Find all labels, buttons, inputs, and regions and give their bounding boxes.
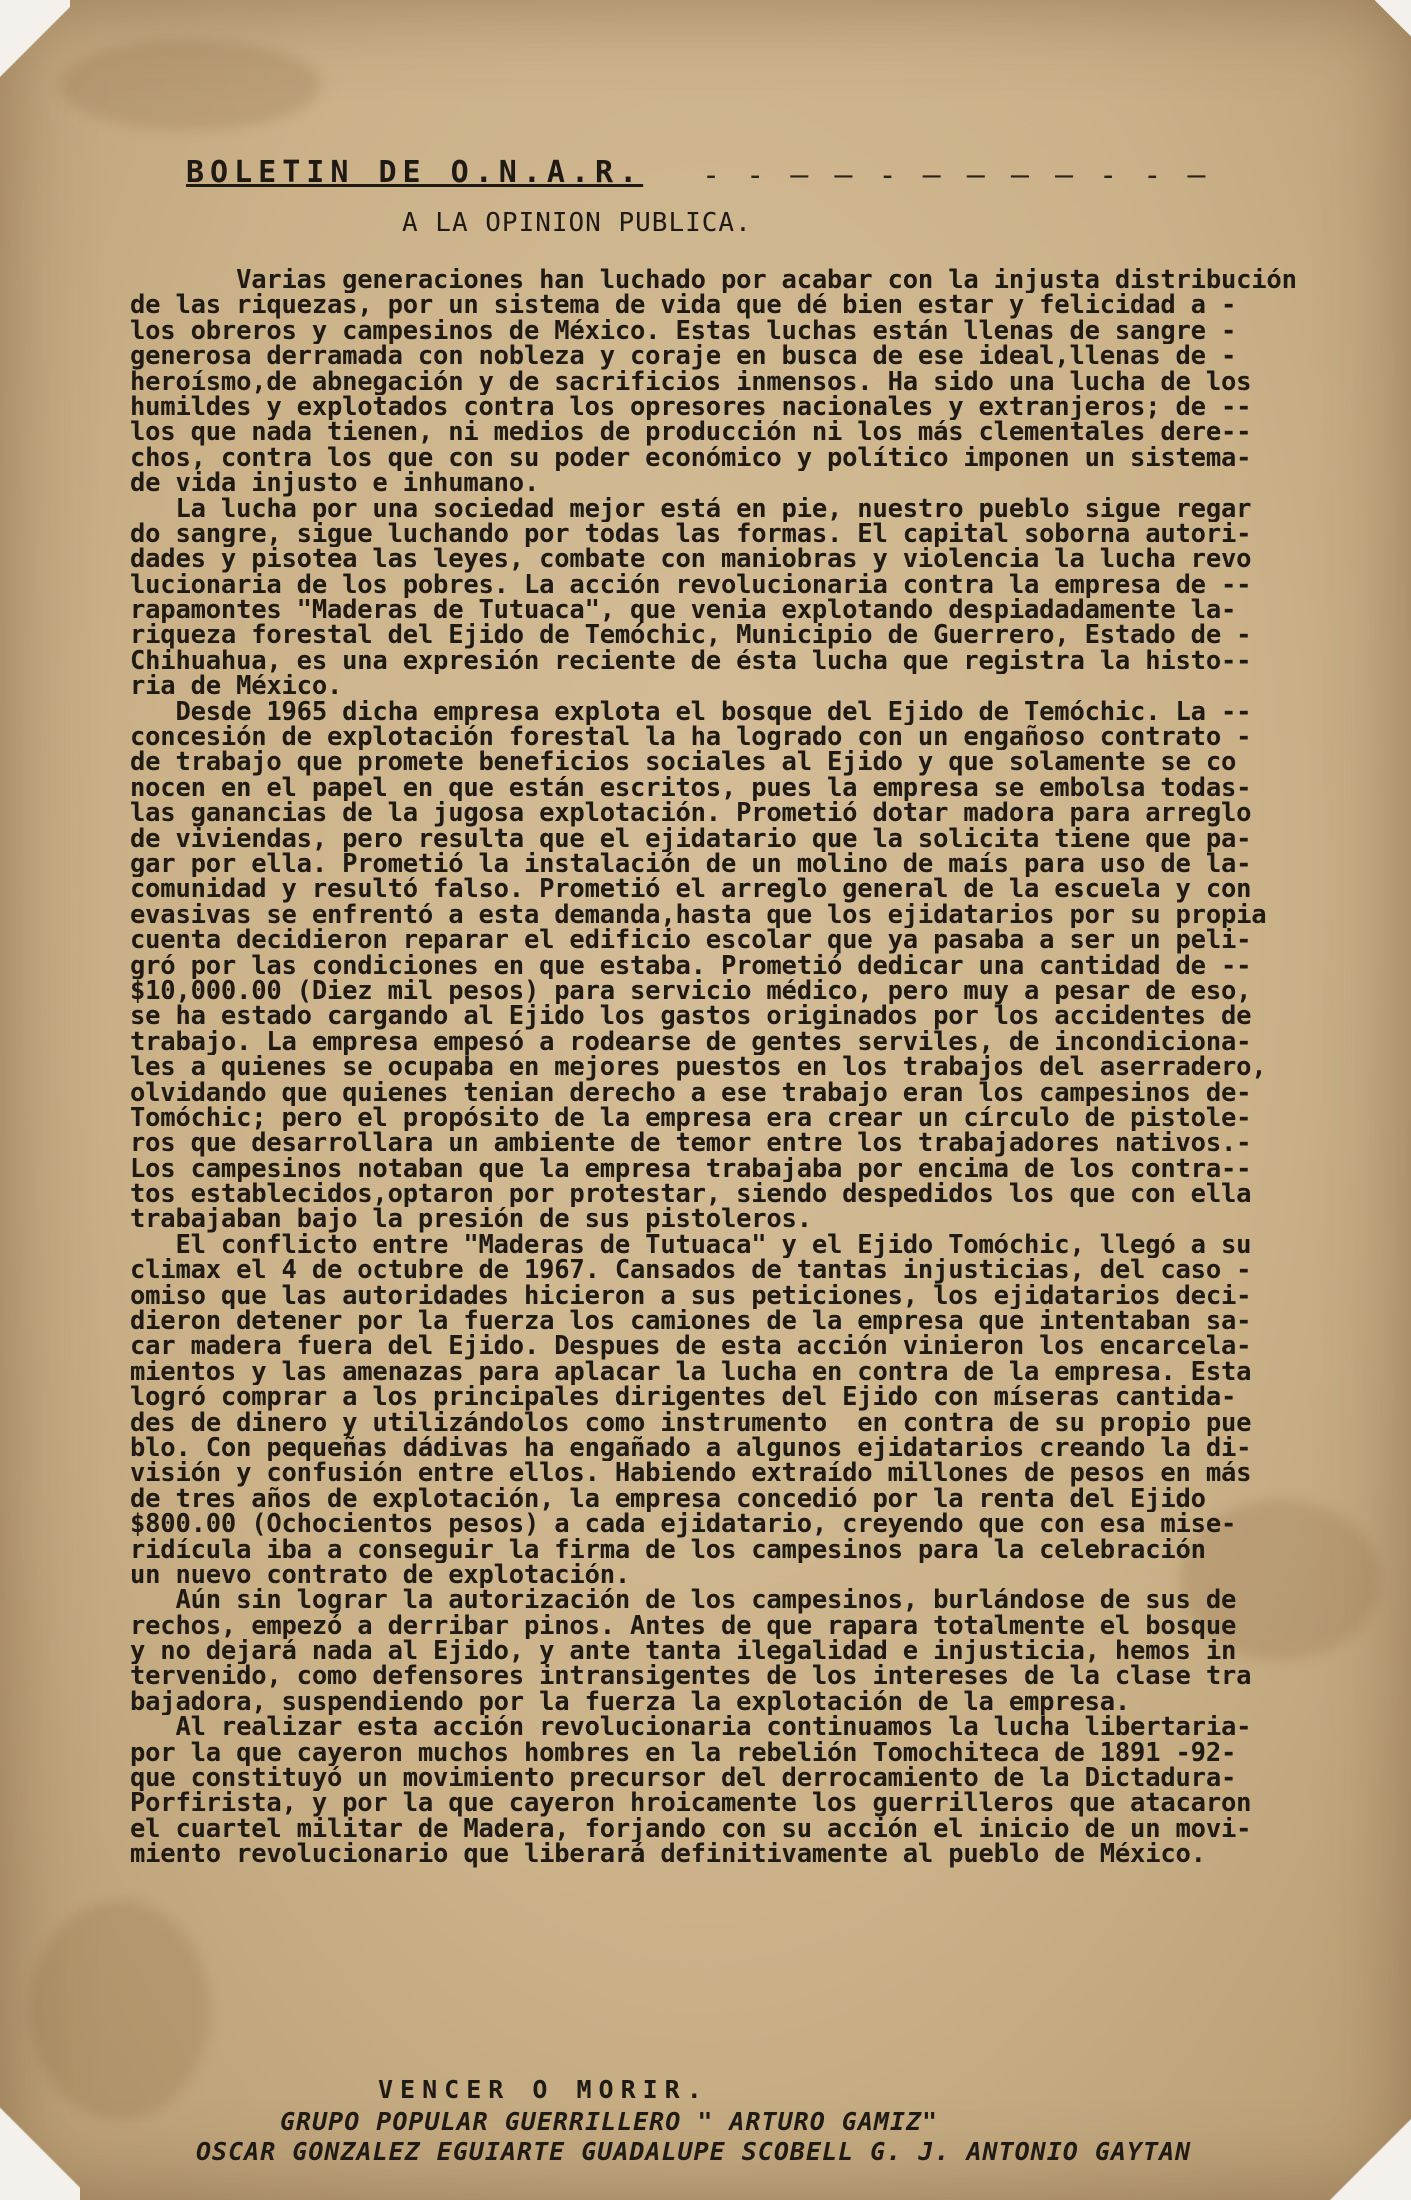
closing-signatories: OSCAR GONZALEZ EGUIARTE GUADALUPE SCOBELL G. J. ANTONIO GAYTAN	[196, 2137, 1192, 2166]
body-line: La lucha por una sociedad mejor está en pie, nuestro pueblo sigue regar	[130, 496, 1252, 522]
body-line: lucionaria de los pobres. La acción revolucionaria contra la empresa de --	[130, 572, 1252, 599]
body-line: de vida injusto e inhumano.	[130, 471, 540, 497]
body-line: $800.00 (Ochocientos pesos) a cada ejidatario, creyendo que con esa mise-	[130, 1512, 1237, 1538]
body-line: concesión de explotación forestal la ha logrado con un engañoso contrato -	[130, 725, 1252, 751]
heading-dashes: - - — — - — — — — - - —	[702, 158, 1210, 193]
body-line: de viviendas, pero resulta que el ejidatario que la solicita tiene que pa-	[130, 826, 1252, 852]
torn-corner	[1321, 2090, 1411, 2200]
body-line: chos, contra los que con su poder económico y político imponen un sistema-	[130, 445, 1252, 472]
document-body	[130, 268, 1360, 1868]
body-line: do sangre, sigue luchando por todas las formas. El capital soborna autori-	[130, 521, 1252, 548]
body-line: generosa derramada con nobleza y coraje en busca de ese ideal,llenas de -	[130, 344, 1237, 370]
body-line: riqueza forestal del Ejido de Temóchic, Municipio de Guerrero, Estado de -	[130, 623, 1252, 649]
body-line: rapamontes "Maderas de Tutuaca", que venia explotando despiadadamente la-	[130, 598, 1237, 624]
closing-group: GRUPO POPULAR GUERRILLERO " ARTURO GAMIZ"	[280, 2107, 939, 2136]
body-line: rechos, empezó a derribar pinos. Antes de que rapara totalmente el bosque	[130, 1613, 1237, 1640]
body-line: ridícula iba a conseguir la firma de los campesinos para la celebración	[130, 1537, 1206, 1563]
body-line: trabajo. La empresa empesó a rodearse de gentes serviles, de incondiciona-	[130, 1029, 1252, 1056]
torn-corner	[1371, 0, 1411, 40]
body-line: las ganancias de la jugosa explotación. Prometió dotar madora para arreglo	[130, 801, 1252, 827]
torn-corner	[0, 0, 70, 120]
body-line: Varias generaciones han luchado por acabar con la injusta distribución	[130, 268, 1297, 294]
body-line: un nuevo contrato de explotación.	[130, 1562, 631, 1589]
body-line: Porfirista, y por la que cayeron hroicamente los guerrilleros que atacaron	[130, 1791, 1252, 1817]
body-line: climax el 4 de octubre de 1967. Cansados de tantas injusticias, del caso -	[130, 1258, 1252, 1284]
paper-stain	[60, 40, 320, 130]
body-line: les a quienes se ocupaba en mejores puestos en los trabajos del aserradero,	[130, 1055, 1267, 1081]
body-line: ros que desarrollara un ambiente de temor entre los trabajadores nativos.-	[130, 1131, 1252, 1157]
body-line: Desde 1965 dicha empresa explota el bosque del Ejido de Temóchic. La --	[130, 699, 1252, 726]
body-line: $10,000.00 (Diez mil pesos) para servicio médico, pero muy a pesar de eso,	[130, 978, 1252, 1005]
body-line: logró comprar a los principales dirigentes del Ejido con míseras cantida-	[130, 1385, 1237, 1411]
document-subtitle: A LA OPINION PUBLICA.	[402, 208, 752, 238]
body-line: los que nada tienen, ni medios de producción ni los más clementales dere--	[130, 420, 1252, 446]
body-line: dades y pisotea las leyes, combate con maniobras y violencia la lucha revo	[130, 547, 1252, 573]
body-line: Tomóchic; pero el propósito de la empresa era crear un círculo de pistole-	[130, 1105, 1252, 1132]
body-line: trabajaban bajo la presión de sus pistoleros.	[130, 1207, 812, 1233]
body-line: heroísmo,de abnegación y de sacrificios inmensos. Ha sido una lucha de los	[130, 369, 1252, 395]
body-line: El conflicto entre "Maderas de Tutuaca" y el Ejido Tomóchic, llegó a su	[130, 1232, 1252, 1259]
body-line: visión y confusión entre ellos. Habiendo extraído millones de pesos en más	[130, 1461, 1252, 1487]
body-line: Chihuahua, es una expresión reciente de ésta lucha que registra la histo--	[130, 648, 1252, 675]
body-line: omiso que las autoridades hicieron a sus peticiones, los ejidatarios deci-	[130, 1283, 1252, 1310]
body-line: de las riquezas, por un sistema de vida que dé bien estar y felicidad a -	[130, 293, 1237, 319]
torn-corner	[0, 2040, 80, 2200]
body-line: por la que cayeron muchos hombres en la rebelión Tomochiteca de 1891 -92-	[130, 1740, 1237, 1767]
body-line: los obreros y campesinos de México. Estas luchas están llenas de sangre -	[130, 318, 1237, 345]
body-line: Los campesinos notaban que la empresa trabajaba por encima de los contra--	[130, 1156, 1252, 1183]
body-line: humildes y explotados contra los opresores nacionales y extranjeros; de --	[130, 394, 1252, 421]
body-line: y no dejará nada al Ejido, y ante tanta ilegalidad e injusticia, hemos in	[130, 1639, 1237, 1665]
body-line: bajadora, suspendiendo por la fuerza la explotación de la empresa.	[130, 1689, 1131, 1716]
body-line: tervenido, como defensores intransigentes de los intereses de la clase tra	[130, 1664, 1252, 1690]
body-line: gró por las condiciones en que estaba. Prometió dedicar una cantidad de --	[130, 953, 1252, 979]
body-line: blo. Con pequeñas dádivas ha engañado a algunos ejidatarios creando la di-	[130, 1435, 1252, 1462]
body-line: de tres años de explotación, la empresa concedió por la renta del Ejido	[130, 1486, 1206, 1513]
closing-motto: VENCER O MORIR.	[378, 2075, 709, 2104]
body-line: miento revolucionario que liberará definitivamente al pueblo de México.	[130, 1842, 1206, 1868]
body-line: dieron detener por la fuerza los camiones de la empresa que intentaban sa-	[130, 1309, 1252, 1335]
body-line: car madera fuera del Ejido. Despues de esta acción vinieron los encarcela-	[130, 1334, 1252, 1360]
body-line: Al realizar esta acción revolucionaria continuamos la lucha libertaria-	[130, 1715, 1252, 1741]
body-line: tos establecidos,optaron por protestar, siendo despedidos los que con ella	[130, 1182, 1252, 1208]
body-line: que constituyó un movimiento precursor del derrocamiento de la Dictadura-	[130, 1766, 1237, 1792]
body-line: nocen en el papel en que están escritos, pues la empresa se embolsa todas-	[130, 775, 1252, 802]
body-line: ria de México.	[130, 674, 343, 700]
body-line: cuenta decidieron reparar el edificio escolar que ya pasaba a ser un peli-	[130, 928, 1252, 954]
body-line: se ha estado cargando al Ejido los gastos originados por los accidentes de	[130, 1004, 1252, 1030]
body-line: evasivas se enfrentó a esta demanda,hasta que los ejidatarios por su propia	[130, 902, 1267, 929]
body-line: olvidando que quienes tenian derecho a ese trabajo eran los campesinos de-	[130, 1080, 1252, 1106]
body-line: de trabajo que promete beneficios sociales al Ejido y que solamente se co	[130, 750, 1237, 776]
body-line: des de dinero y utilizándolos como instrumento en contra de su propio pue	[130, 1410, 1252, 1436]
body-line: mientos y las amenazas para aplacar la lucha en contra de la empresa. Esta	[130, 1359, 1252, 1386]
body-line: Aún sin lograr la autorización de los campesinos, burlándose de sus de	[130, 1588, 1237, 1614]
body-line: el cuartel militar de Madera, forjando con su acción el inicio de un movi-	[130, 1816, 1252, 1843]
document-heading: BOLETIN DE O.N.A.R.	[186, 155, 644, 190]
body-line: comunidad y resultó falso. Prometió el arreglo general de la escuela y con	[130, 877, 1252, 903]
body-line: gar por ella. Prometió la instalación de un molino de maís para uso de la-	[130, 851, 1252, 878]
